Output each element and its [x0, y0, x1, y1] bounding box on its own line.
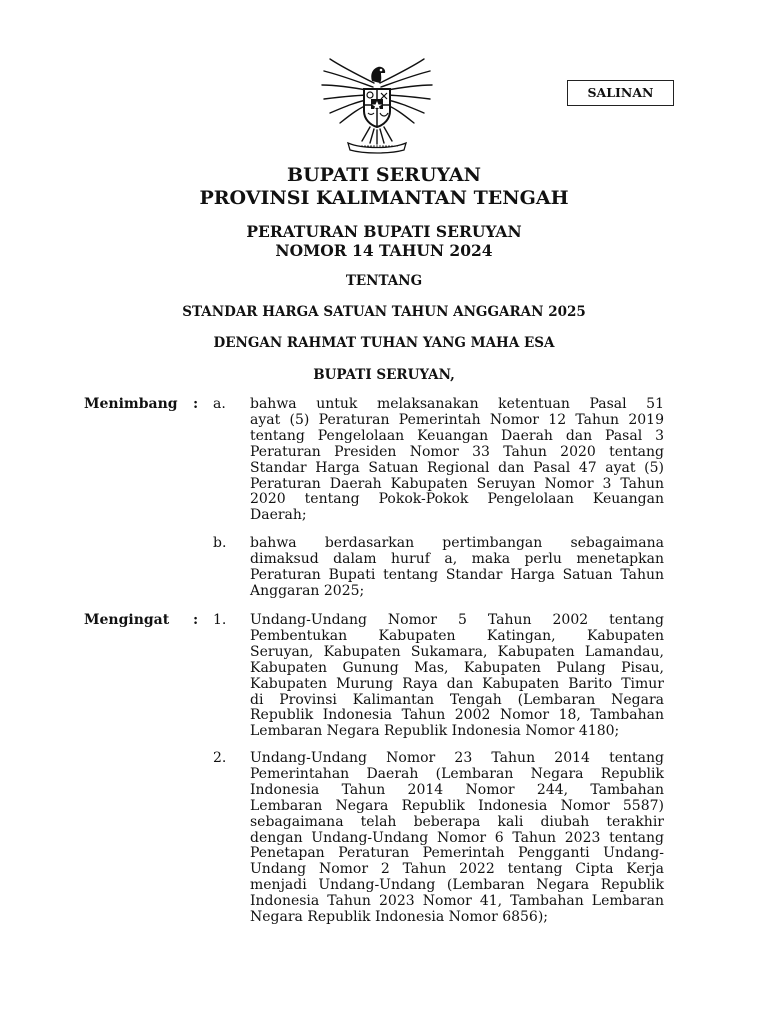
text-line: ayat (5) Peraturan Pemerintah Nomor 12 Tahun 2019: [250, 411, 664, 428]
text-line: Pembentukan Kabupaten Katingan, Kabupaten: [250, 627, 664, 644]
text-line: Undang-Undang Nomor 23 Tahun 2014 tentang: [250, 750, 664, 766]
text-line: Standar Harga Satuan Regional dan Pasal 47 ayat (5): [250, 459, 664, 476]
text-line: Negara Republik Indonesia Nomor 6856);: [250, 909, 549, 926]
text-line: sebagaimana telah beberapa kali diubah terakhir: [250, 813, 664, 830]
text-line: Penetapan Peraturan Pemerintah Pengganti Undang-: [250, 845, 664, 862]
regulation-number: NOMOR 14 TAHUN 2024: [275, 241, 493, 260]
text-line: tentang Pengelolaan Keuangan Daerah dan Pasal 3: [250, 427, 664, 444]
text-line: dengan Undang-Undang Nomor 6 Tahun 2023 tentang: [250, 829, 664, 846]
text-line: Indonesia Tahun 2014 Nomor 244, Tambahan: [250, 781, 664, 798]
text-line: Daerah;: [250, 507, 307, 524]
consideration-b: [250, 536, 664, 600]
text-line: bahwa untuk melaksanakan ketentuan Pasal 51: [250, 396, 664, 412]
menimbang-colon: :: [193, 396, 199, 412]
item-marker: b.: [213, 535, 227, 551]
legal-basis-2: [250, 751, 664, 926]
text-line: Undang Nomor 2 Tahun 2022 tentang Cipta Kerja: [250, 861, 664, 878]
text-line: bahwa berdasarkan pertimbangan sebagaimana: [250, 535, 664, 551]
text-line: 2020 tentang Pokok-Pokok Pengelolaan Keuangan: [250, 491, 664, 508]
item-marker: 2.: [213, 750, 227, 766]
invocation-line: DENGAN RAHMAT TUHAN YANG MAHA ESA: [213, 335, 555, 351]
text-line: Seruyan, Kabupaten Sukamara, Kabupaten Lamandau,: [250, 643, 664, 660]
text-line: Kabupaten Gunung Mas, Kabupaten Pulang Pisau,: [250, 659, 664, 676]
regulation-subject: STANDAR HARGA SATUAN TAHUN ANGGARAN 2025: [182, 304, 586, 320]
menimbang-label: Menimbang: [84, 396, 178, 412]
text-line: Indonesia Tahun 2023 Nomor 41, Tambahan Lembaran: [250, 893, 664, 910]
mengingat-colon: :: [193, 612, 199, 628]
consideration-a: [250, 397, 664, 524]
garuda-emblem-icon: [318, 53, 436, 155]
legal-basis-1: [250, 613, 664, 740]
text-line: menjadi Undang-Undang (Lembaran Negara Republik: [250, 877, 664, 894]
item-marker: 1.: [213, 612, 227, 628]
mengingat-label: Mengingat: [84, 612, 170, 628]
regulation-title: PERATURAN BUPATI SERUYAN: [246, 222, 522, 241]
text-line: Undang-Undang Nomor 5 Tahun 2002 tentang: [250, 612, 664, 628]
text-line: Pemerintahan Daerah (Lembaran Negara Republik: [250, 765, 664, 782]
text-line: Anggaran 2025;: [250, 582, 365, 599]
salinan-stamp: SALINAN: [567, 80, 674, 106]
province-title: PROVINSI KALIMANTAN TENGAH: [199, 187, 569, 209]
text-line: di Provinsi Kalimantan Tengah (Lembaran Negara: [250, 691, 664, 708]
text-line: Peraturan Daerah Kabupaten Seruyan Nomor 3 Tahun: [250, 475, 664, 492]
tentang-heading: TENTANG: [345, 273, 423, 289]
text-line: Republik Indonesia Tahun 2002 Nomor 18, Tambahan: [250, 707, 664, 724]
text-line: dimaksud dalam huruf a, maka perlu menetapkan: [250, 550, 664, 567]
text-line: Peraturan Bupati tentang Standar Harga Satuan Tahun: [250, 566, 664, 583]
text-line: Lembaran Negara Republik Indonesia Nomor 5587): [250, 797, 664, 814]
text-line: Kabupaten Murung Raya dan Kabupaten Barito Timur: [250, 675, 664, 692]
text-line: Lembaran Negara Republik Indonesia Nomor 4180;: [250, 723, 620, 740]
regent-title: BUPATI SERUYAN: [287, 164, 481, 186]
text-line: Peraturan Presiden Nomor 33 Tahun 2020 tentang: [250, 443, 664, 460]
item-marker: a.: [213, 396, 226, 412]
issuer-line: BUPATI SERUYAN,: [313, 367, 455, 383]
